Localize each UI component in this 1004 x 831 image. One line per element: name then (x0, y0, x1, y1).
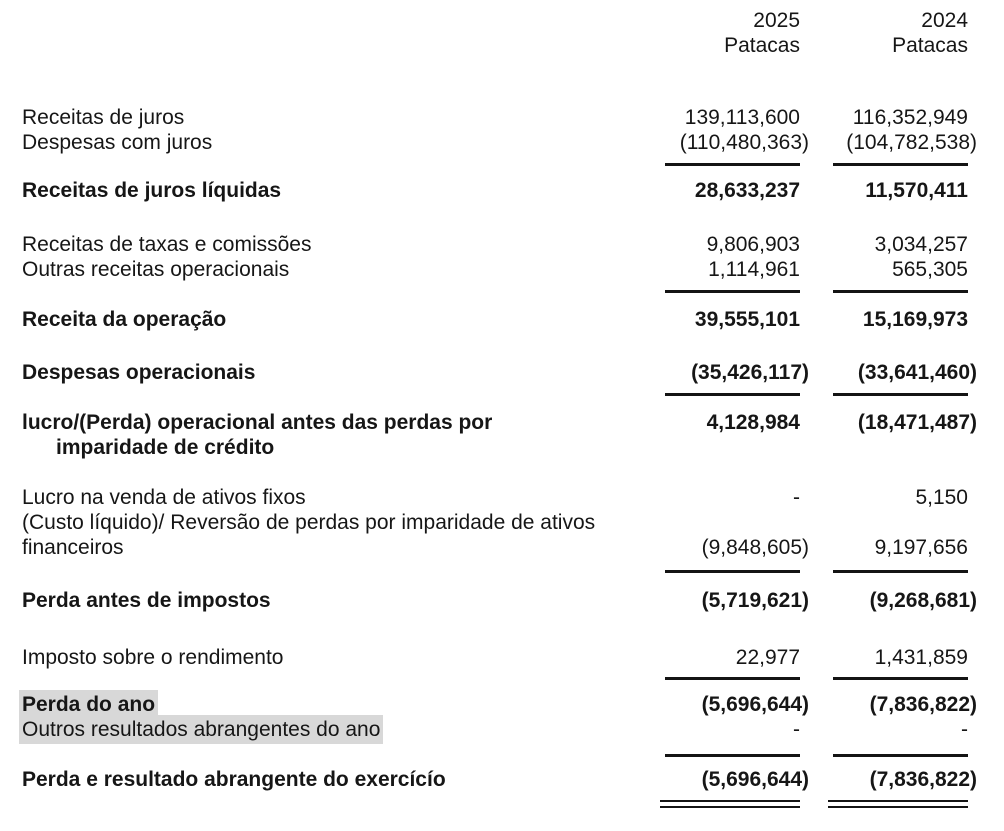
header-2025 (647, 8, 812, 58)
column-rule (665, 290, 800, 293)
amount-2024: 565,305 (892, 258, 968, 281)
subtotal-rule-row (22, 570, 980, 573)
column-rule (833, 570, 968, 573)
currency-2024-label: Patacas (892, 34, 968, 57)
row-label: (Custo líquido)/ Reversão de perdas por imparidade de ativos financeiros (22, 511, 596, 559)
row-label: Lucro na venda de ativos fixos (22, 486, 306, 509)
amount-2025: (110,480,363) (679, 131, 809, 154)
row-label: Receitas de juros (22, 106, 185, 129)
amount-2025: (5,696,644) (701, 693, 809, 716)
subtotal-rule-row (22, 290, 980, 293)
amount-2024: 9,197,656 (874, 536, 968, 559)
amount-2025: 9,806,903 (706, 233, 800, 256)
row-label (22, 717, 647, 742)
highlighted-label: Perda do ano (22, 693, 156, 716)
subtotal-rule-row (22, 677, 980, 680)
column-rule (665, 677, 800, 680)
amount-2024: 116,352,949 (852, 106, 968, 129)
amount-2025: 4,128,984 (706, 411, 800, 434)
amount-2024: 5,150 (915, 486, 968, 509)
subtotal-rule-row (22, 393, 980, 396)
amount-2025: 1,114,961 (708, 258, 800, 281)
year-2024-label: 2024 (921, 9, 968, 32)
row-label-line1: lucro/(Perda) operacional antes das perdas por (22, 411, 493, 434)
column-rule (833, 290, 968, 293)
amount-2024: (7,836,822) (869, 768, 977, 791)
subtotal-rule-row (22, 163, 980, 166)
column-rule (665, 754, 800, 757)
column-rule (665, 163, 800, 166)
amount-2025: 139,113,600 (684, 106, 800, 129)
double-rule (828, 800, 968, 808)
amount-2025: (5,696,644) (701, 768, 809, 791)
row-label: Receita da operação (22, 308, 227, 331)
row-label (22, 410, 647, 460)
amount-2024: (18,471,487) (857, 411, 977, 434)
table-row-despesas-operacionais (22, 360, 980, 385)
column-rule (665, 393, 800, 396)
amount-2024: (33,641,460) (857, 361, 977, 384)
amount-2024: 11,570,411 (865, 179, 968, 202)
amount-2025: 22,977 (735, 646, 800, 669)
table-row-receitas-de-juros (22, 105, 980, 130)
amount-2025: - (793, 486, 800, 509)
table-row-despesas-com-juros (22, 130, 980, 155)
column-rule (833, 677, 968, 680)
table-row-outros-resultados-abrangentes (22, 717, 980, 742)
table-row-custo-liquido-reversao (22, 510, 980, 560)
amount-2024: 1,431,859 (874, 646, 968, 669)
table-row-lucro-perda-operacional (22, 410, 980, 460)
amount-2024: (9,268,681) (869, 589, 977, 612)
amount-2024: (7,836,822) (869, 693, 977, 716)
row-label: Receitas de taxas e comissões (22, 233, 312, 256)
highlighted-label: Outros resultados abrangentes do ano (22, 718, 381, 741)
amount-2024: 3,034,257 (874, 233, 968, 256)
table-row-imposto-rendimento (22, 645, 980, 670)
amount-2025: 39,555,101 (694, 308, 800, 331)
row-label: Despesas operacionais (22, 361, 256, 384)
column-rule (833, 754, 968, 757)
row-label: Imposto sobre o rendimento (22, 646, 284, 669)
amount-2024: 15,169,973 (862, 308, 968, 331)
column-headers (22, 8, 980, 58)
table-row-receitas-de-taxas (22, 232, 980, 257)
amount-2025: 28,633,237 (694, 179, 800, 202)
row-label: Despesas com juros (22, 131, 213, 154)
table-row-lucro-venda-ativos-fixos (22, 485, 980, 510)
row-label: Outras receitas operacionais (22, 258, 290, 281)
row-label (22, 692, 647, 717)
column-rule (833, 163, 968, 166)
grand-total-rule-row (22, 800, 980, 808)
amount-2025: - (793, 718, 800, 741)
table-row-receita-da-operacao (22, 307, 980, 332)
table-row-perda-antes-impostos (22, 588, 980, 613)
table-row-perda-do-ano (22, 692, 980, 717)
amount-2025: (35,426,117) (691, 361, 809, 384)
subtotal-rule-row (22, 754, 980, 757)
row-label: Receitas de juros líquidas (22, 179, 282, 202)
header-spacer (22, 8, 647, 58)
table-row-perda-resultado-abrangente (22, 767, 980, 792)
year-2025-label: 2025 (753, 9, 800, 32)
row-label-line2: imparidade de crédito (56, 436, 275, 459)
amount-2024: (104,782,538) (846, 131, 977, 154)
row-label: Perda e resultado abrangente do exercícío (22, 768, 446, 791)
currency-2025-label: Patacas (724, 34, 800, 57)
column-rule (665, 570, 800, 573)
amount-2025: (9,848,605) (701, 536, 809, 559)
table-row-outras-receitas (22, 257, 980, 282)
row-label: Perda antes de impostos (22, 589, 271, 612)
amount-2024: - (961, 718, 968, 741)
column-rule (833, 393, 968, 396)
table-row-receitas-de-juros-liquidas (22, 178, 980, 203)
double-rule (660, 800, 800, 808)
header-2024 (812, 8, 980, 58)
amount-2025: (5,719,621) (701, 589, 809, 612)
